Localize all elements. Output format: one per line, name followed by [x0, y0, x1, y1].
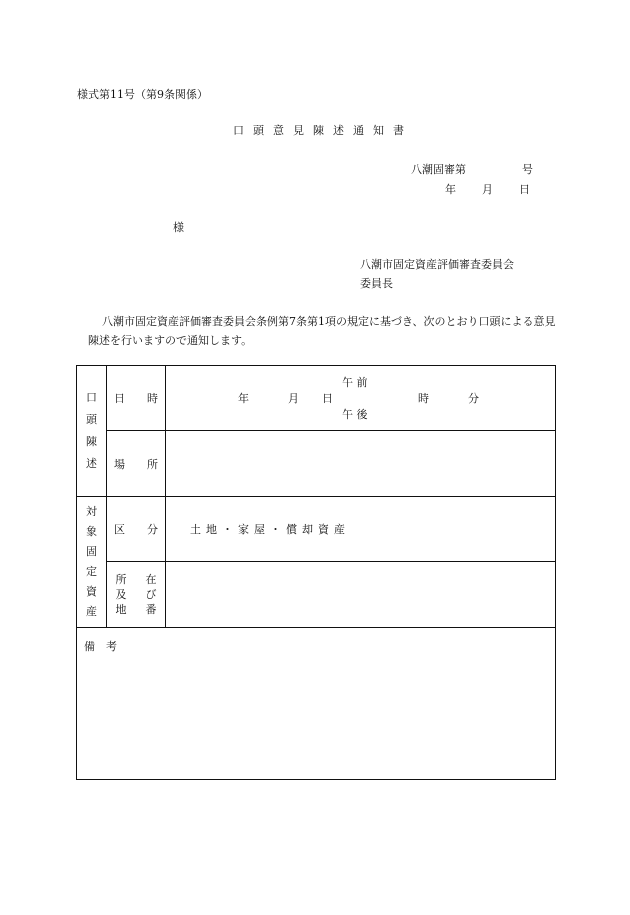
label-char: 場	[114, 457, 125, 471]
section-char: 頭	[86, 413, 97, 426]
body-text: 八潮市固定資産評価審査委員会条例第7条第1項の規定に基づき、次のとおり口頭による意見陳述を行いますので通知します。	[88, 315, 556, 347]
reference-number	[411, 161, 533, 177]
label-char: 日	[114, 392, 125, 405]
dt-hour: 時	[418, 392, 429, 405]
section-char: 象	[86, 525, 97, 538]
table-row	[77, 431, 556, 497]
remarks-field[interactable]	[77, 628, 556, 780]
addressee: 様	[173, 221, 184, 234]
section-char: 口	[86, 391, 97, 404]
label-char: 所	[147, 457, 158, 471]
label-char: 及	[115, 587, 127, 601]
issue-date	[445, 181, 530, 197]
location-label	[107, 562, 166, 628]
location-field[interactable]	[166, 562, 556, 628]
date-year: 年	[445, 183, 456, 196]
table-row	[77, 562, 556, 628]
date-time-line	[238, 390, 479, 406]
date-month: 月	[482, 183, 493, 196]
table-row	[77, 497, 556, 562]
datetime-label	[107, 366, 166, 431]
section-char: 固	[86, 545, 97, 558]
sender-organization: 八潮市固定資産評価審査委員会	[360, 258, 514, 271]
label-char: 所	[115, 572, 127, 586]
dt-minute: 分	[468, 392, 479, 405]
section-oral-statement	[77, 366, 107, 497]
reference-suffix: 号	[522, 163, 533, 176]
sender-title: 委員長	[360, 277, 393, 290]
form-number: 様式第11号（第9条関係）	[77, 88, 208, 101]
label-char: び	[145, 587, 157, 601]
dt-year: 年	[238, 392, 249, 405]
section-char: 対	[86, 505, 97, 518]
dt-month: 月	[288, 392, 299, 405]
section-target-asset	[77, 497, 107, 628]
section-char: 資	[86, 585, 97, 598]
notice-table	[76, 365, 556, 780]
label-char: 在	[145, 572, 157, 586]
label-char: 分	[147, 523, 158, 536]
date-day: 日	[519, 183, 530, 196]
pm-label: 午 後	[342, 408, 368, 421]
table-row	[77, 628, 556, 780]
datetime-field[interactable]	[166, 366, 556, 431]
section-char: 述	[86, 457, 97, 470]
category-options[interactable]: 土地・家屋・償却資産	[166, 497, 556, 562]
section-char: 定	[86, 565, 97, 578]
dt-day: 日	[322, 392, 333, 405]
label-char: 区	[114, 523, 125, 536]
document-title: 口頭意見陳述通知書	[233, 124, 413, 137]
label-char: 地	[115, 602, 127, 616]
table-row	[77, 366, 556, 431]
place-label	[107, 431, 166, 497]
place-field[interactable]	[166, 431, 556, 497]
section-char: 陳	[86, 435, 97, 448]
label-char: 番	[145, 602, 157, 616]
am-label: 午 前	[342, 376, 368, 389]
label-char: 時	[147, 392, 158, 405]
reference-prefix: 八潮固審第	[411, 163, 466, 176]
remarks-label: 備 考	[84, 640, 117, 653]
section-char: 産	[86, 605, 97, 618]
category-label	[107, 497, 166, 562]
